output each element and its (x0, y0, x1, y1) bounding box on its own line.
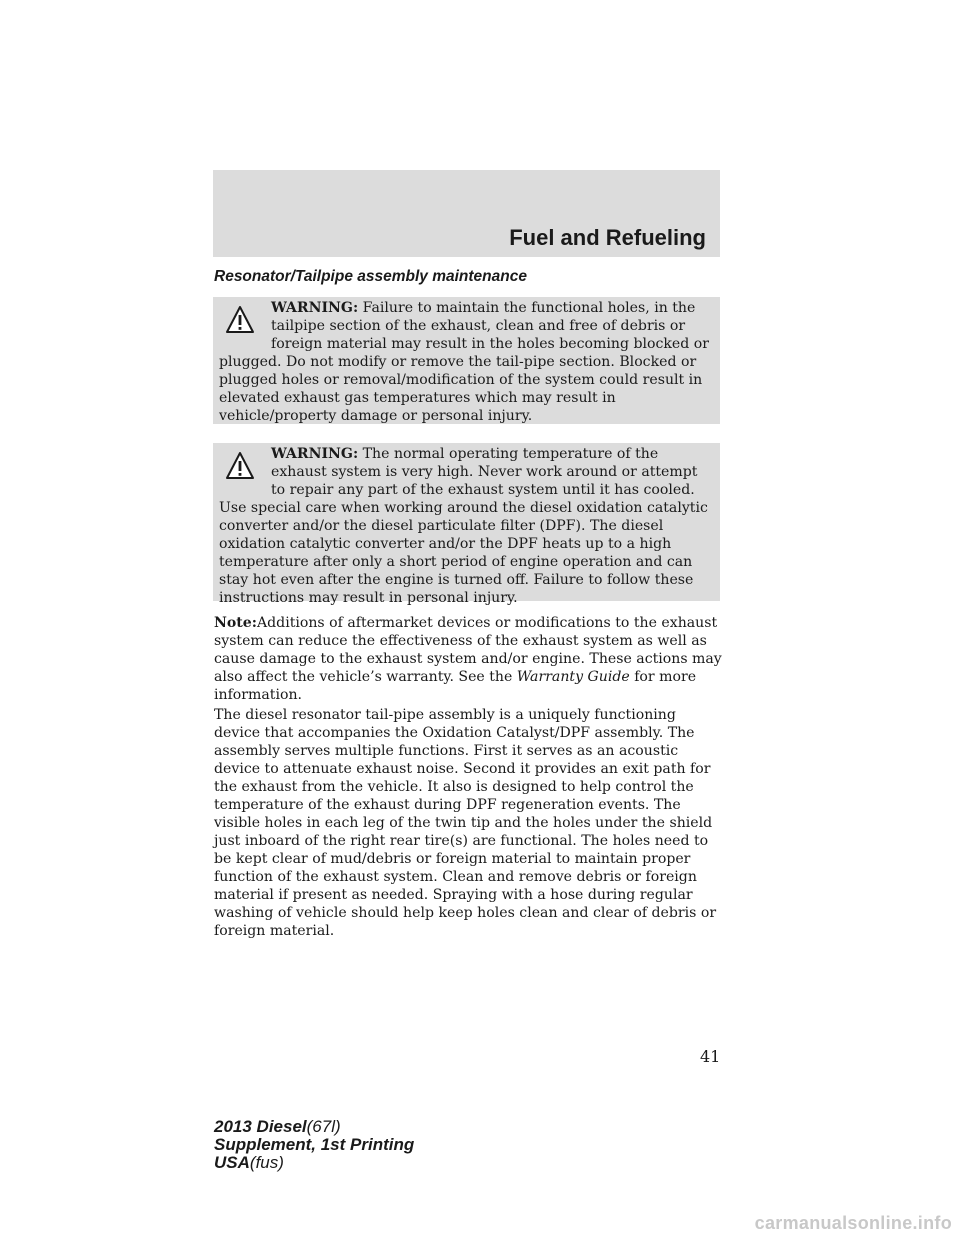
body-paragraph: The diesel resonator tail-pipe assembly is a uniquely functioning device that accompanies the Oxidation Catalyst/DPF assembly. The assembly serves multiple functions. First it serves as an acoustic device to attenuate exhaust noise. Second it provides an exit path for the exhaust from the vehicle. It also is designed to help control the temperature of the exhaust during DPF regeneration events. The visible holes in each leg of the twin tip and the holes under the shield just inboard of the right rear tire(s) are functional. The holes need to be kept clear of mud/debris or foreign material to maintain proper function of the exhaust system. Clean and remove debris or foreign material if present as needed. Spraying with a hose during regular washing of vehicle should help keep holes clean and clear of debris or foreign material. (214, 707, 717, 939)
warning-box-1 (213, 297, 720, 424)
footer-market: USA (214, 1153, 250, 1172)
footer-line-1 (214, 1118, 414, 1136)
footer-model-code: (67l) (306, 1117, 341, 1136)
footer-printing: Supplement, 1st Printing (214, 1135, 415, 1154)
note-text: Additions of aftermarket devices or modifications to the exhaust system can reduce the effectiveness of the exhaust system as well as cause damage to the exhaust system and/or engine. These actions may also affect the vehicle’s warranty. See the (214, 615, 722, 685)
warning-text: The normal operating temperature of the exhaust system is very high. Never work around or attempt to repair any part of the exhaust system until it has cooled. Use special care when working around the diesel oxidation catalytic converter and/or the diesel particulate filter (DPF). The diesel oxidation catalytic converter and/or the DPF heats up to a high temperature after only a short period of engine operation and can stay hot even after the engine is turned off. Failure to follow these instructions may result in personal injury. (219, 446, 708, 606)
site-watermark: carmanualsonline.info (754, 1213, 952, 1233)
section-heading: Resonator/Tailpipe assembly maintenance (214, 268, 527, 285)
warning-label: WARNING: (271, 446, 359, 462)
note-text-end: for more information. (214, 669, 697, 703)
chapter-title: Fuel and Refueling (509, 225, 706, 250)
warning-triangle-icon (225, 451, 255, 481)
warning-label: WARNING: (271, 300, 359, 316)
chapter-header-band (213, 170, 720, 257)
footer-line-2 (214, 1136, 414, 1154)
print-footer (214, 1118, 414, 1172)
note-label: Note: (214, 615, 257, 631)
warning-text: Failure to maintain the functional holes, in the tailpipe section of the exhaust, clean and free of debris or foreign material may result in the holes becoming blocked or plugged. Do not modify or remove the tail-pipe section. Blocked or plugged holes or removal/modification of the system could result in elevated exhaust gas temperatures which may result in vehicle/property damage or personal injury. (219, 300, 709, 424)
warranty-guide-reference: Warranty Guide (516, 669, 630, 685)
footer-line-3 (214, 1154, 414, 1172)
footer-market-code: (fus) (249, 1153, 284, 1172)
note-paragraph (214, 614, 724, 704)
footer-model: 2013 Diesel (214, 1117, 307, 1136)
page-number: 41 (700, 1047, 721, 1066)
warning-triangle-icon (225, 305, 255, 335)
warning-box-2 (213, 443, 720, 606)
